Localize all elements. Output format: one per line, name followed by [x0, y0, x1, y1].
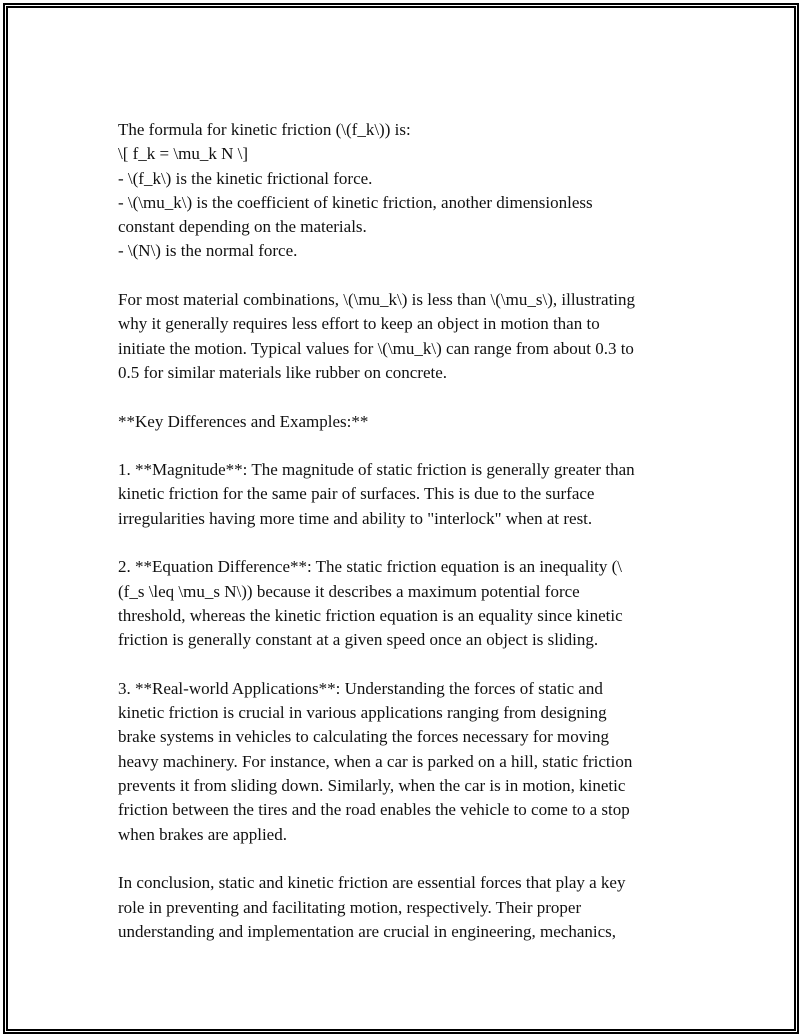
- text-line: understanding and implementation are crucial in engineering, mechanics,: [118, 921, 617, 941]
- text-line: - \(N\) is the normal force.: [118, 241, 298, 261]
- paragraph-gap: [118, 264, 688, 288]
- text-line: (f_s \leq \mu_s N\)) because it describes a maximum potential force: [118, 581, 580, 601]
- paragraph-gap: [118, 531, 688, 555]
- paragraph-gap: [118, 385, 688, 409]
- text-line: role in preventing and facilitating motion, respectively. Their proper: [118, 897, 582, 917]
- text-line: 2. **Equation Difference**: The static friction equation is an inequality (\: [118, 557, 623, 577]
- text-line: The formula for kinetic friction (\(f_k\)) is:: [118, 120, 411, 139]
- document-body: [118, 118, 688, 944]
- text-line: threshold, whereas the kinetic friction equation is an equality since kinetic: [118, 605, 623, 625]
- text-line: brake systems in vehicles to calculating the forces necessary for moving: [118, 727, 609, 747]
- text-line: \[ f_k = \mu_k N \]: [118, 144, 248, 164]
- text-line: initiate the motion. Typical values for \(\mu_k\) can range from about 0.3 to: [118, 338, 634, 358]
- paragraph-gap: [118, 653, 688, 677]
- paragraph-gap: [118, 847, 688, 871]
- text-line: For most material combinations, \(\mu_k\) is less than \(\mu_s\), illustrating: [118, 290, 636, 310]
- text-line: 1. **Magnitude**: The magnitude of static friction is generally greater than: [118, 460, 635, 480]
- text-line: friction is generally constant at a given speed once an object is sliding.: [118, 630, 599, 650]
- text-line: constant depending on the materials.: [118, 217, 367, 237]
- text-line: 3. **Real-world Applications**: Understanding the forces of static and: [118, 678, 603, 698]
- text-line: friction between the tires and the road enables the vehicle to come to a stop: [118, 800, 630, 820]
- text-line: irregularities having more time and ability to "interlock" when at rest.: [118, 508, 593, 528]
- text-line: heavy machinery. For instance, when a car is parked on a hill, static friction: [118, 751, 633, 771]
- paragraph-gap: [118, 434, 688, 458]
- text-line: - \(f_k\) is the kinetic frictional force.: [118, 168, 373, 188]
- text-line: 0.5 for similar materials like rubber on concrete.: [118, 362, 448, 382]
- text-line: why it generally requires less effort to keep an object in motion than to: [118, 314, 600, 334]
- text-line: In conclusion, static and kinetic friction are essential forces that play a key: [118, 873, 626, 893]
- text-line: - \(\mu_k\) is the coefficient of kinetic friction, another dimensionless: [118, 192, 593, 212]
- text-line: prevents it from sliding down. Similarly, when the car is in motion, kinetic: [118, 776, 626, 796]
- text-line: kinetic friction for the same pair of surfaces. This is due to the surface: [118, 484, 595, 504]
- text-line: when brakes are applied.: [118, 824, 287, 844]
- text-line: kinetic friction is crucial in various applications ranging from designing: [118, 703, 607, 723]
- section-heading: **Key Differences and Examples:**: [118, 411, 369, 431]
